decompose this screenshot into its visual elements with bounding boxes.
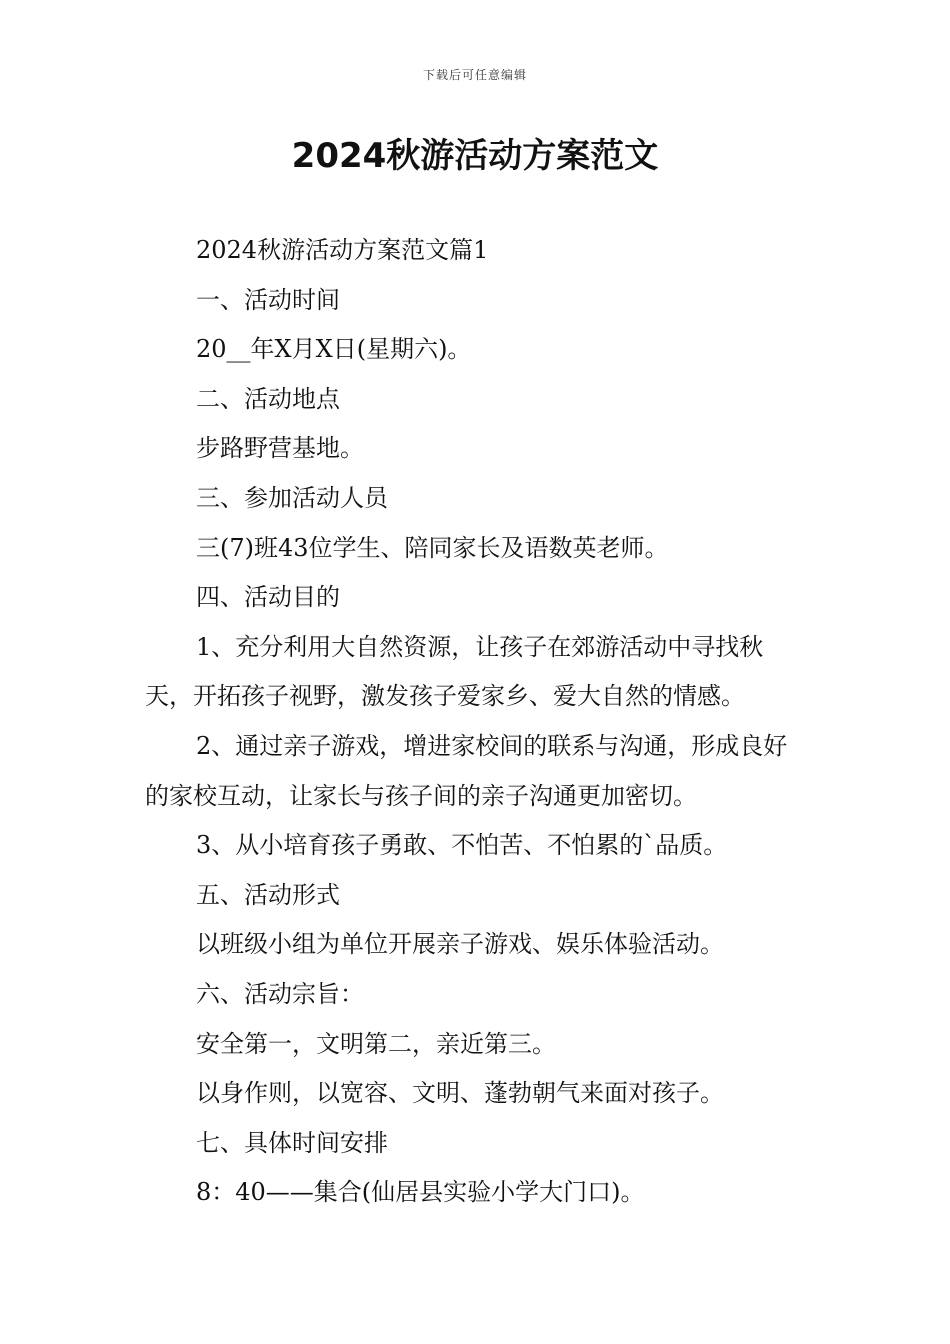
header-note: 下载后可任意编辑	[422, 68, 527, 82]
paragraph-participants: 三(7)班43位学生、陪同家长及语数英老师。	[196, 533, 669, 562]
paragraph-location: 步路野营基地。	[196, 434, 364, 463]
paragraph-format: 以班级小组为单位开展亲子游戏、娱乐体验活动。	[196, 930, 724, 959]
section-heading-format: 五、活动形式	[196, 880, 340, 909]
section-heading-principle: 六、活动宗旨：	[196, 979, 364, 1008]
paragraph-purpose-1: 1、充分利用大自然资源，让孩子在郊游活动中寻找秋天，开拓孩子视野，激发孩子爱家乡、爱大自然的情感。	[145, 632, 764, 711]
section-heading-participants: 三、参加活动人员	[196, 483, 388, 512]
section-heading-location: 二、活动地点	[196, 384, 340, 413]
paragraph-principle-1: 安全第一，文明第二，亲近第三。	[196, 1029, 556, 1058]
section-heading-schedule: 七、具体时间安排	[196, 1128, 388, 1157]
section-heading-article: 2024秋游活动方案范文篇1	[196, 236, 489, 264]
document-title: 2024秋游活动方案范文	[291, 136, 659, 176]
paragraph-purpose-2: 2、通过亲子游戏，增进家校间的联系与沟通，形成良好的家校互动，让家长与孩子间的亲子沟通更加密切。	[145, 731, 788, 810]
section-heading-purpose: 四、活动目的	[196, 583, 340, 612]
document-body	[145, 226, 810, 1218]
paragraph-purpose-3: 3、从小培育孩子勇敢、不怕苦、不怕累的`品质。	[196, 831, 728, 860]
section-heading-time: 一、活动时间	[196, 285, 340, 314]
paragraph-schedule-1: 8：40——集合(仙居县实验小学大门口)。	[196, 1178, 645, 1207]
paragraph-time: 20__年X月X日(星期六)。	[196, 335, 472, 364]
paragraph-principle-2: 以身作则，以宽容、文明、蓬勃朝气来面对孩子。	[196, 1079, 724, 1108]
